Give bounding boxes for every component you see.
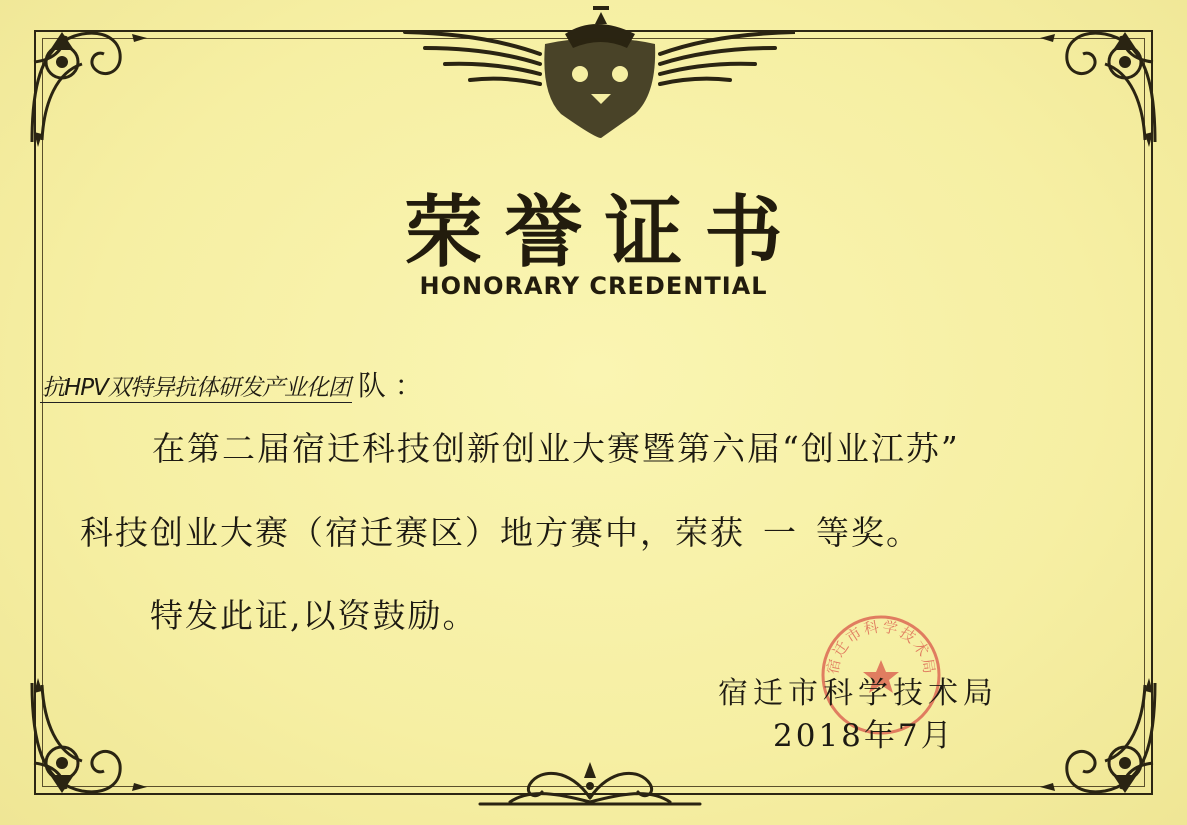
- seal-text: 宿迁市科学技术局: [823, 617, 939, 677]
- eagle-crest-emblem-icon: [395, 4, 795, 142]
- bottom-scroll-ornament-icon: [470, 748, 710, 808]
- recipient-line: [40, 364, 423, 404]
- corner-ornament-icon: [1035, 22, 1165, 152]
- body-line-1: 在第二届宿迁科技创新创业大赛暨第六届“创业江苏”: [152, 429, 960, 468]
- body-line-2-prefix: 科技创业大赛（宿迁赛区）地方赛中，荣获: [80, 513, 745, 552]
- body-line-2: [80, 507, 921, 554]
- certificate-title-cn: 荣誉证书: [404, 187, 805, 278]
- recipient-name: 抗HPV双特异抗体研发产业化团: [40, 369, 352, 403]
- body-line-2-suffix: 等奖。: [816, 513, 921, 552]
- corner-ornament-icon: [22, 673, 152, 803]
- corner-ornament-icon: [1035, 673, 1165, 803]
- issuer-name: 宿迁市科学技术局: [718, 676, 998, 711]
- recipient-suffix: 队 ：: [357, 369, 423, 402]
- award-level: 一: [763, 513, 798, 552]
- corner-ornament-icon: [22, 22, 152, 152]
- body-line-3: 特发此证,以资鼓励。: [150, 596, 478, 635]
- issue-date: 2018年7月: [773, 718, 955, 754]
- certificate-title-en: HONORARY CREDENTIAL: [419, 272, 768, 300]
